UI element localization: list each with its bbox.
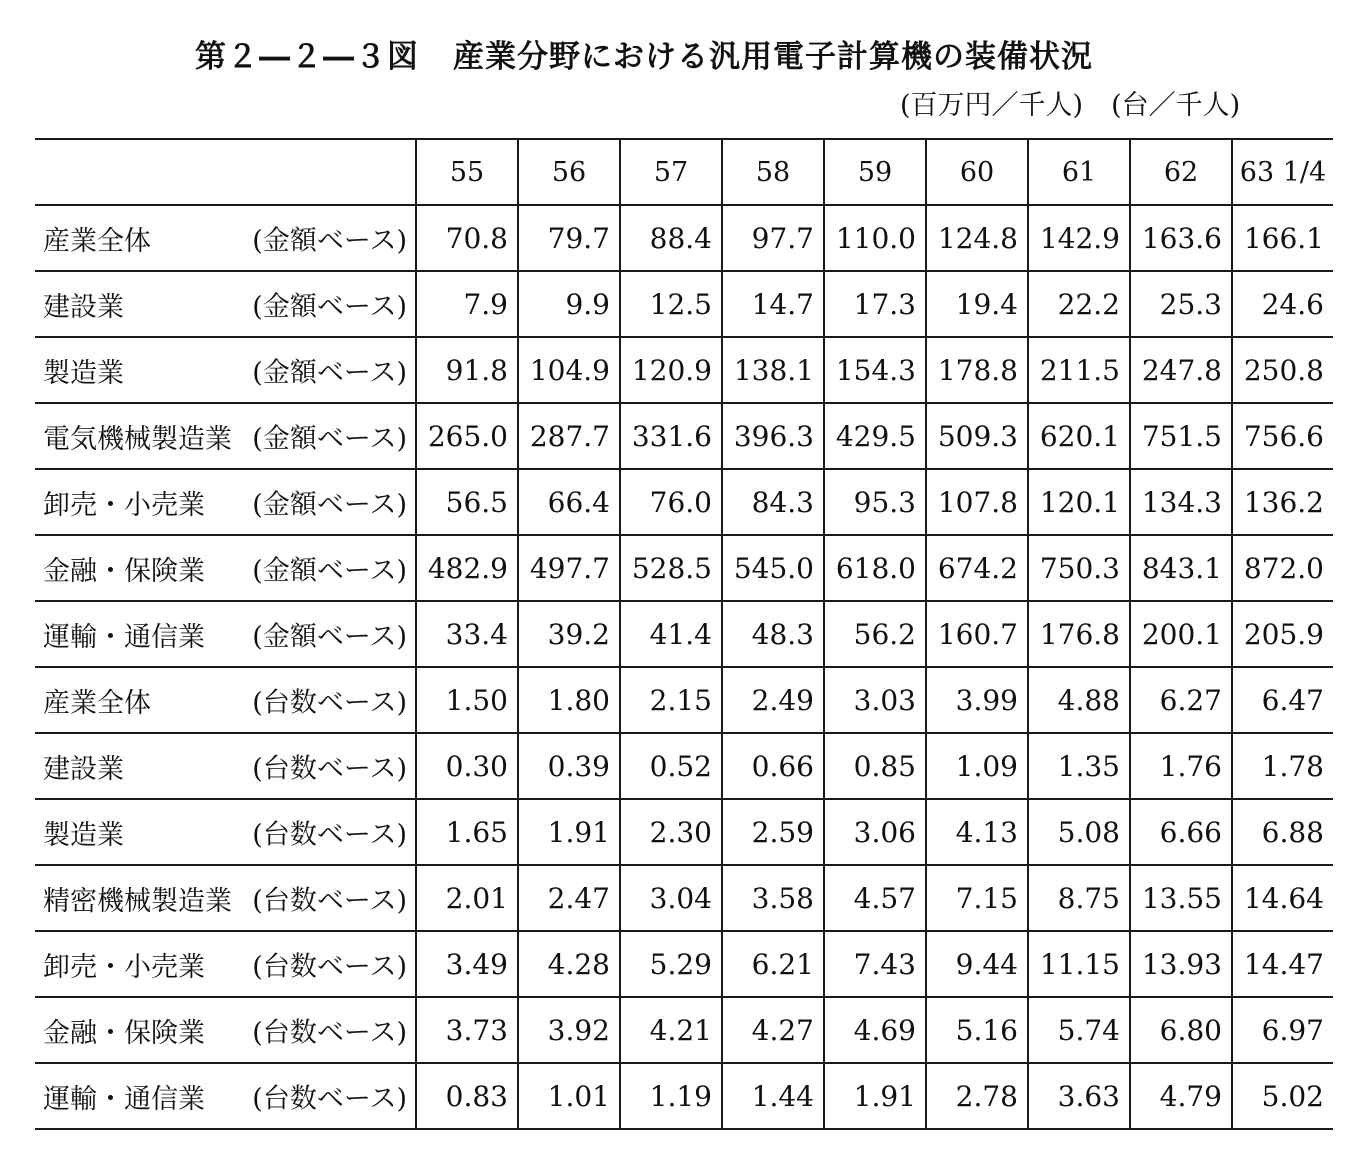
table-cell: 3.99 [926,667,1028,733]
table-cell: 178.8 [926,337,1028,403]
table-cell: 33.4 [416,601,518,667]
table-cell: 11.15 [1028,931,1130,997]
table-cell: 154.3 [824,337,926,403]
table-cell: 56.2 [824,601,926,667]
table-cell: 4.27 [722,997,824,1063]
table-cell: 1.91 [824,1063,926,1129]
table-cell: 95.3 [824,469,926,535]
column-header-8: 62 [1130,139,1232,205]
table-cell: 1.80 [518,667,620,733]
table-cell: 13.93 [1130,931,1232,997]
row-industry-name: 運輸・通信業 [43,1083,205,1115]
table-cell: 2.15 [620,667,722,733]
table-cell: 66.4 [518,469,620,535]
table-row [35,403,1333,469]
table-cell: 287.7 [518,403,620,469]
row-basis: (金額ベース) [252,621,407,653]
table-cell: 620.1 [1028,403,1130,469]
table-cell: 79.7 [518,205,620,271]
table-cell: 0.30 [416,733,518,799]
table-cell: 48.3 [722,601,824,667]
row-basis: (台数ベース) [252,1017,407,1049]
row-basis: (金額ベース) [252,225,407,257]
table-cell: 70.8 [416,205,518,271]
row-industry-name: 製造業 [43,819,124,851]
row-label [35,337,416,403]
table-cell: 19.4 [926,271,1028,337]
row-basis: (金額ベース) [252,291,407,323]
table-cell: 84.3 [722,469,824,535]
column-header-6: 60 [926,139,1028,205]
row-label [35,271,416,337]
table-cell: 250.8 [1232,337,1333,403]
table-row [35,469,1333,535]
row-basis: (台数ベース) [252,687,407,719]
row-label [35,931,416,997]
row-industry-name: 卸売・小売業 [43,951,205,983]
table-cell: 0.39 [518,733,620,799]
row-label [35,469,416,535]
row-label [35,667,416,733]
table-cell: 3.92 [518,997,620,1063]
table-cell: 545.0 [722,535,824,601]
table-cell: 6.21 [722,931,824,997]
table-cell: 756.6 [1232,403,1333,469]
table-cell: 13.55 [1130,865,1232,931]
figure-title-text: 産業分野における汎用電子計算機の装備状況 [453,39,1093,75]
table-cell: 7.9 [416,271,518,337]
table-cell: 5.02 [1232,1063,1333,1129]
table-cell: 4.79 [1130,1063,1232,1129]
row-basis: (台数ベース) [252,951,407,983]
table-cell: 247.8 [1130,337,1232,403]
table-cell: 0.83 [416,1063,518,1129]
table-cell: 12.5 [620,271,722,337]
table-cell: 4.21 [620,997,722,1063]
column-header-2: 56 [518,139,620,205]
row-industry-name: 金融・保険業 [43,555,205,587]
table-row [35,799,1333,865]
table-cell: 750.3 [1028,535,1130,601]
table-cell: 6.88 [1232,799,1333,865]
table-body [35,205,1333,1129]
table-cell: 751.5 [1130,403,1232,469]
table-cell: 41.4 [620,601,722,667]
table-cell: 2.30 [620,799,722,865]
table-cell: 509.3 [926,403,1028,469]
table-row [35,865,1333,931]
table-cell: 211.5 [1028,337,1130,403]
table-cell: 1.50 [416,667,518,733]
unit-amount: (百万円／千人) [900,90,1084,121]
table-cell: 120.1 [1028,469,1130,535]
row-basis: (台数ベース) [252,753,407,785]
row-label [35,205,416,271]
table-row [35,601,1333,667]
table-cell: 110.0 [824,205,926,271]
row-basis: (台数ベース) [252,1083,407,1115]
table-cell: 872.0 [1232,535,1333,601]
unit-note [900,86,1320,126]
table-cell: 14.64 [1232,865,1333,931]
row-label [35,601,416,667]
table-cell: 3.06 [824,799,926,865]
table-cell: 0.52 [620,733,722,799]
table-cell: 3.04 [620,865,722,931]
table-cell: 2.01 [416,865,518,931]
row-basis: (金額ベース) [252,555,407,587]
row-industry-name: 運輸・通信業 [43,621,205,653]
table-cell: 4.69 [824,997,926,1063]
table-cell: 136.2 [1232,469,1333,535]
table-cell: 4.88 [1028,667,1130,733]
table-cell: 14.7 [722,271,824,337]
column-header-5: 59 [824,139,926,205]
table-cell: 3.63 [1028,1063,1130,1129]
table-row [35,733,1333,799]
row-industry-name: 電気機械製造業 [43,423,232,455]
table-cell: 160.7 [926,601,1028,667]
table-cell: 1.09 [926,733,1028,799]
row-basis: (金額ベース) [252,423,407,455]
row-basis: (金額ベース) [252,357,407,389]
column-header-3: 57 [620,139,722,205]
table-cell: 163.6 [1130,205,1232,271]
row-label [35,535,416,601]
table-cell: 429.5 [824,403,926,469]
table-cell: 1.91 [518,799,620,865]
table-cell: 205.9 [1232,601,1333,667]
table-cell: 3.49 [416,931,518,997]
table-cell: 843.1 [1130,535,1232,601]
table-cell: 2.78 [926,1063,1028,1129]
row-label [35,799,416,865]
table-cell: 265.0 [416,403,518,469]
table-cell: 7.43 [824,931,926,997]
row-label [35,997,416,1063]
table-cell: 1.65 [416,799,518,865]
row-industry-name: 産業全体 [43,687,151,719]
table-cell: 9.9 [518,271,620,337]
table-cell: 2.49 [722,667,824,733]
figure-number: 第２―２―３図 [195,39,419,75]
table-cell: 6.47 [1232,667,1333,733]
unit-count: (台／千人) [1111,90,1241,121]
table-cell: 91.8 [416,337,518,403]
table-cell: 2.59 [722,799,824,865]
header-row [35,139,1333,205]
table-cell: 674.2 [926,535,1028,601]
table-cell: 0.85 [824,733,926,799]
table-cell: 142.9 [1028,205,1130,271]
table-row [35,1063,1333,1129]
table-cell: 2.47 [518,865,620,931]
table-cell: 5.16 [926,997,1028,1063]
table-cell: 8.75 [1028,865,1130,931]
row-industry-name: 金融・保険業 [43,1017,205,1049]
table-row [35,205,1333,271]
table-row [35,667,1333,733]
table-cell: 134.3 [1130,469,1232,535]
row-industry-name: 建設業 [43,291,124,323]
row-industry-name: 卸売・小売業 [43,489,205,521]
figure-title [195,32,1295,82]
table-cell: 482.9 [416,535,518,601]
table-cell: 76.0 [620,469,722,535]
table-cell: 14.47 [1232,931,1333,997]
row-industry-name: 精密機械製造業 [43,885,232,917]
table-cell: 25.3 [1130,271,1232,337]
table-cell: 56.5 [416,469,518,535]
table-cell: 497.7 [518,535,620,601]
table-cell: 1.01 [518,1063,620,1129]
table-cell: 0.66 [722,733,824,799]
table-cell: 618.0 [824,535,926,601]
table-cell: 3.73 [416,997,518,1063]
row-industry-name: 産業全体 [43,225,151,257]
table-cell: 5.08 [1028,799,1130,865]
corner-cell [35,139,416,205]
table-cell: 200.1 [1130,601,1232,667]
table-cell: 5.74 [1028,997,1130,1063]
table-cell: 6.27 [1130,667,1232,733]
table-cell: 331.6 [620,403,722,469]
table-cell: 176.8 [1028,601,1130,667]
row-industry-name: 製造業 [43,357,124,389]
row-basis: (台数ベース) [252,819,407,851]
equipment-table [35,138,1333,1130]
table-cell: 4.13 [926,799,1028,865]
table-cell: 138.1 [722,337,824,403]
column-header-4: 58 [722,139,824,205]
table-cell: 1.76 [1130,733,1232,799]
table-cell: 1.44 [722,1063,824,1129]
table-cell: 4.57 [824,865,926,931]
table-cell: 88.4 [620,205,722,271]
column-header-1: 55 [416,139,518,205]
table-cell: 120.9 [620,337,722,403]
table-cell: 528.5 [620,535,722,601]
row-basis: (金額ベース) [252,489,407,521]
table-cell: 7.15 [926,865,1028,931]
table-cell: 3.58 [722,865,824,931]
column-header-9: 63 1/4 [1232,139,1333,205]
table-cell: 97.7 [722,205,824,271]
table-cell: 17.3 [824,271,926,337]
table-cell: 5.29 [620,931,722,997]
table-row [35,535,1333,601]
table-row [35,931,1333,997]
table-cell: 166.1 [1232,205,1333,271]
table-cell: 22.2 [1028,271,1130,337]
table-row [35,271,1333,337]
row-label [35,865,416,931]
table-cell: 1.19 [620,1063,722,1129]
table-cell: 6.66 [1130,799,1232,865]
table-cell: 396.3 [722,403,824,469]
row-label [35,733,416,799]
table-row [35,337,1333,403]
table-cell: 39.2 [518,601,620,667]
table-cell: 24.6 [1232,271,1333,337]
column-header-7: 61 [1028,139,1130,205]
table-cell: 1.78 [1232,733,1333,799]
table-cell: 107.8 [926,469,1028,535]
row-label [35,403,416,469]
table-cell: 4.28 [518,931,620,997]
table-cell: 124.8 [926,205,1028,271]
table-cell: 6.80 [1130,997,1232,1063]
table-cell: 3.03 [824,667,926,733]
row-industry-name: 建設業 [43,753,124,785]
table-row [35,997,1333,1063]
row-basis: (台数ベース) [252,885,407,917]
row-label [35,1063,416,1129]
table-cell: 1.35 [1028,733,1130,799]
table-cell: 9.44 [926,931,1028,997]
table-cell: 104.9 [518,337,620,403]
table-cell: 6.97 [1232,997,1333,1063]
